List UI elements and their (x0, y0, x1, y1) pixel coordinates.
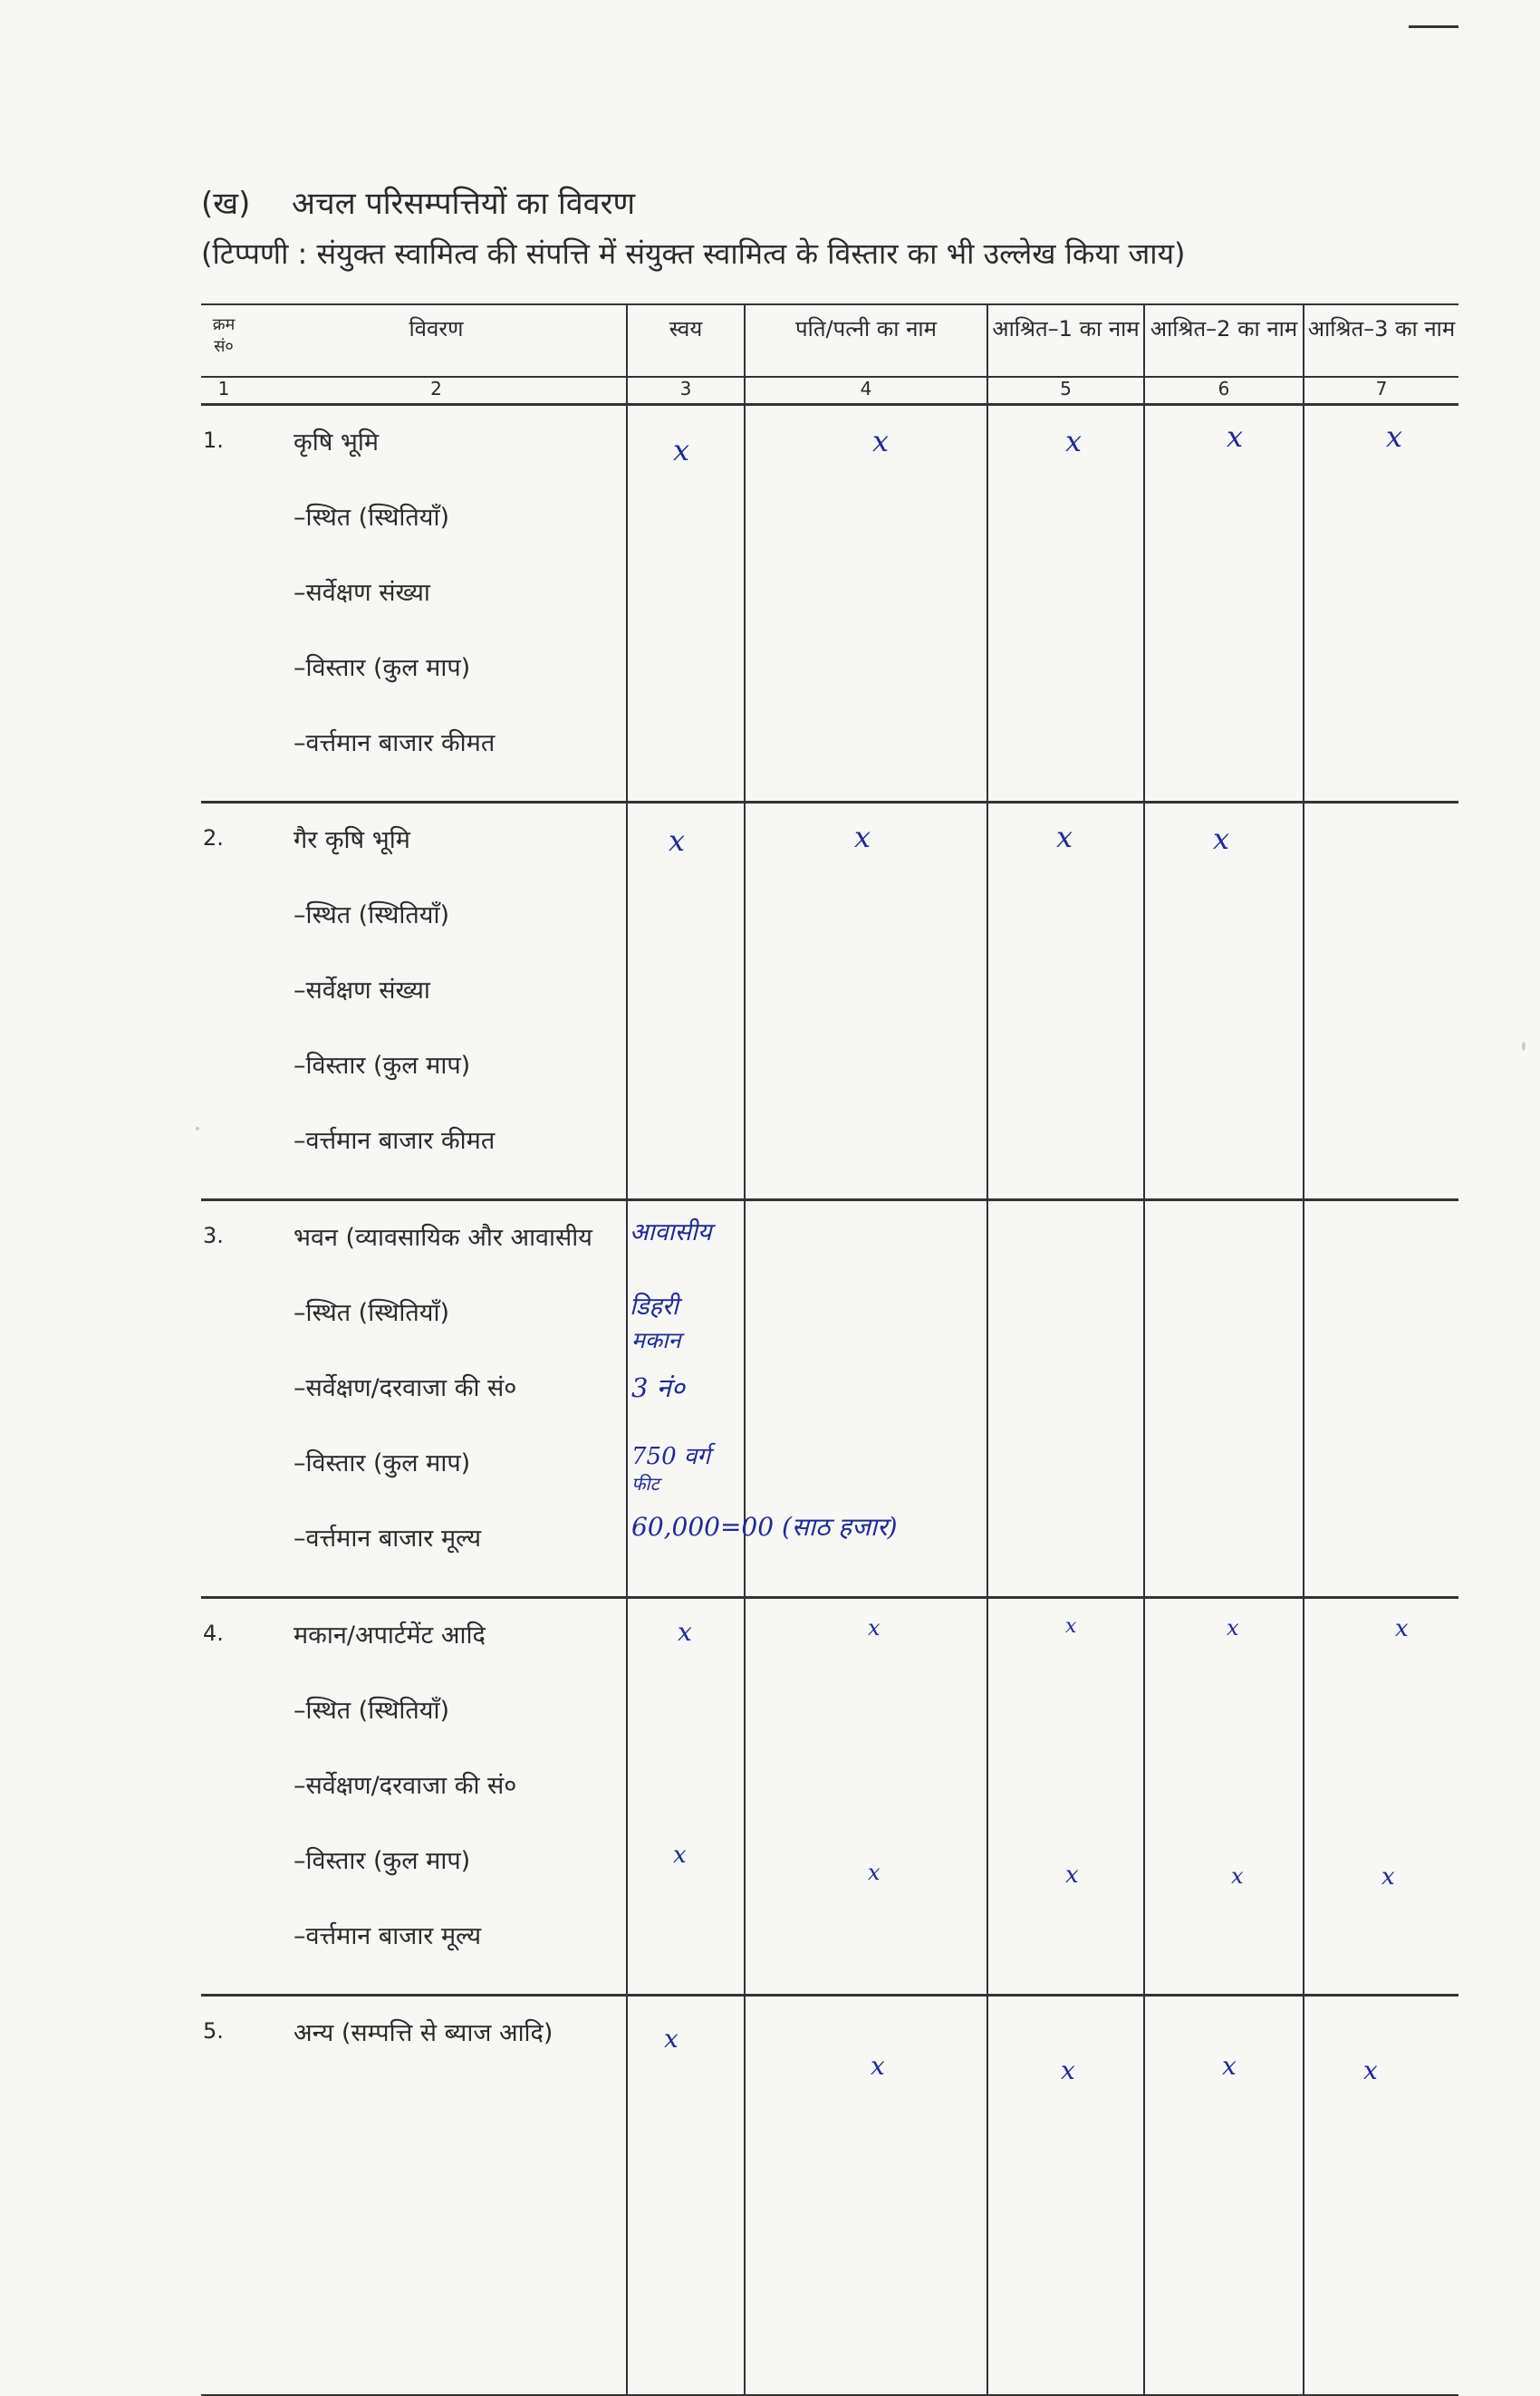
handwritten-entry: 3 नं० (631, 1372, 685, 1403)
handwritten-cross: x (1061, 2055, 1075, 2085)
description-cell (246, 1996, 627, 2396)
handwritten-cross: x (1065, 424, 1083, 458)
description-cell (246, 405, 627, 803)
detail-line: –सर्वेक्षण/दरवाजा की सं० (294, 1374, 517, 1402)
self-cell (627, 405, 745, 803)
handwritten-entry: आवासीय (630, 1218, 712, 1246)
serial-number: 5. (201, 1996, 246, 2396)
handwritten-cross: x (1363, 2055, 1378, 2085)
detail-line: –वर्त्तमान बाजार मूल्य (294, 1922, 482, 1950)
header-dependent-3: आश्रित–3 का नाम (1304, 304, 1458, 377)
spouse-cell (745, 803, 987, 1200)
detail-line: –विस्तार (कुल माप) (294, 1052, 471, 1080)
handwritten-cross: x (1065, 1615, 1077, 1638)
description-cell (246, 1598, 627, 1996)
dependent-1-cell (987, 1996, 1144, 2396)
handwritten-cross: x (868, 1860, 881, 1885)
handwritten-cross: x (854, 820, 871, 854)
row-title: कृषि भूमि (294, 428, 380, 457)
dependent-3-cell (1304, 1598, 1458, 1996)
spouse-cell (745, 1996, 987, 2396)
detail-line: –विस्तार (कुल माप) (294, 1847, 471, 1875)
column-number: 7 (1304, 377, 1458, 405)
handwritten-entry: फीट (631, 1473, 659, 1495)
handwritten-cross: x (673, 433, 690, 467)
column-number: 1 (201, 377, 246, 405)
detail-line: –वर्त्तमान बाजार मूल्य (294, 1525, 482, 1553)
handwritten-entry: 750 वर्ग (631, 1443, 710, 1470)
scan-speck (1522, 1042, 1526, 1051)
handwritten-cross: x (1227, 419, 1244, 454)
immovable-assets-table (201, 303, 1458, 2396)
handwritten-entry: मकान (631, 1327, 681, 1353)
spouse-cell (745, 405, 987, 803)
column-number: 6 (1144, 377, 1304, 405)
section-title: अचल परिसम्पत्तियों का विवरण (292, 186, 636, 222)
handwritten-cross: x (1213, 822, 1230, 856)
handwritten-cross: x (678, 1617, 692, 1647)
section-heading (201, 181, 635, 223)
detail-line: –स्थित (स्थितियाँ) (294, 1697, 449, 1725)
handwritten-cross: x (1395, 1615, 1409, 1642)
dependent-2-cell (1144, 1598, 1304, 1996)
agricultural-land-row (201, 405, 1458, 803)
header-row (201, 304, 1458, 377)
handwritten-cross: x (669, 823, 686, 858)
dependent-1-cell (987, 1200, 1144, 1598)
detail-line: –सर्वेक्षण संख्या (294, 977, 430, 1005)
joint-ownership-note: (टिप्पणी : संयुक्त स्वामित्व की संपत्ति में संयुक्त स्वामित्व के विस्तार का भी उल्लेख किया जाय) (201, 236, 1186, 271)
detail-line: –विस्तार (कुल माप) (294, 1449, 471, 1477)
header-serial: क्रम सं० (201, 304, 246, 377)
detail-line: –विस्तार (कुल माप) (294, 654, 471, 682)
serial-number: 3. (201, 1200, 246, 1598)
handwritten-cross: x (868, 1615, 881, 1641)
dependent-2-cell (1144, 1996, 1304, 2396)
row-title: गैर कृषि भूमि (294, 826, 410, 854)
building-row (201, 1200, 1458, 1598)
dependent-2-cell (1144, 1200, 1304, 1598)
detail-line: –वर्त्तमान बाजार कीमत (294, 729, 496, 757)
detail-line: –सर्वेक्षण/दरवाजा की सं० (294, 1772, 517, 1800)
handwritten-cross: x (664, 2024, 679, 2054)
serial-number: 2. (201, 803, 246, 1200)
handwritten-cross: x (1231, 1863, 1244, 1889)
header-spouse: पति/पत्नी का नाम (745, 304, 987, 377)
self-cell (627, 1996, 745, 2396)
header-description: विवरण (246, 304, 627, 377)
section-label: (ख) (201, 186, 251, 222)
detail-line: –स्थित (स्थितियाँ) (294, 901, 449, 929)
column-number: 5 (987, 377, 1144, 405)
header-dependent-2: आश्रित–2 का नाम (1144, 304, 1304, 377)
scan-speck (196, 1127, 199, 1131)
header-self: स्वय (627, 304, 745, 377)
house-apartment-row (201, 1598, 1458, 1996)
row-title: अन्य (सम्पत्ति से ब्याज आदि) (294, 2019, 553, 2047)
detail-line: –स्थित (स्थितियाँ) (294, 1299, 449, 1327)
header-dependent-1: आश्रित–1 का नाम (987, 304, 1144, 377)
handwritten-entry: डिहरी (630, 1293, 679, 1321)
handwritten-cross: x (1227, 1615, 1239, 1641)
dependent-1-cell (987, 405, 1144, 803)
serial-number: 4. (201, 1598, 246, 1996)
handwritten-cross: x (1065, 1862, 1079, 1889)
row-title: भवन (व्यावसायिक और आवासीय (294, 1224, 592, 1252)
dependent-1-cell (987, 1598, 1144, 1996)
non-agricultural-land-row (201, 803, 1458, 1200)
serial-number: 1. (201, 405, 246, 803)
other-assets-row (201, 1996, 1458, 2396)
dependent-3-cell (1304, 1996, 1458, 2396)
detail-line: –स्थित (स्थितियाँ) (294, 504, 449, 532)
dependent-3-cell (1304, 803, 1458, 1200)
self-cell (627, 1598, 745, 1996)
detail-line: –सर्वेक्षण संख्या (294, 579, 430, 607)
handwritten-cross: x (1056, 820, 1073, 854)
self-cell (627, 1200, 898, 1598)
dependent-3-cell (1304, 1200, 1458, 1598)
handwritten-cross: x (872, 424, 890, 458)
column-number: 3 (627, 377, 745, 405)
column-number: 4 (745, 377, 987, 405)
spouse-cell (745, 1200, 987, 1598)
column-number-row (201, 377, 1458, 405)
dependent-1-cell (987, 803, 1144, 1200)
dependent-3-cell (1304, 405, 1458, 803)
handwritten-value: 60,000=00 (साठ हजार) (631, 1512, 898, 1542)
self-cell (627, 803, 745, 1200)
top-corner-mark (1409, 25, 1458, 28)
description-cell (246, 1200, 627, 1598)
dependent-2-cell (1144, 405, 1304, 803)
handwritten-cross: x (673, 1842, 687, 1869)
handwritten-cross: x (1222, 2051, 1237, 2081)
spouse-cell (745, 1598, 987, 1996)
detail-line: –वर्त्तमान बाजार कीमत (294, 1127, 496, 1155)
dependent-2-cell (1144, 803, 1304, 1200)
handwritten-cross: x (1386, 419, 1403, 454)
column-number: 2 (246, 377, 627, 405)
handwritten-cross: x (1381, 1863, 1395, 1891)
row-title: मकान/अपार्टमेंट आदि (294, 1621, 486, 1650)
description-cell (246, 803, 627, 1200)
handwritten-cross: x (871, 2051, 885, 2081)
